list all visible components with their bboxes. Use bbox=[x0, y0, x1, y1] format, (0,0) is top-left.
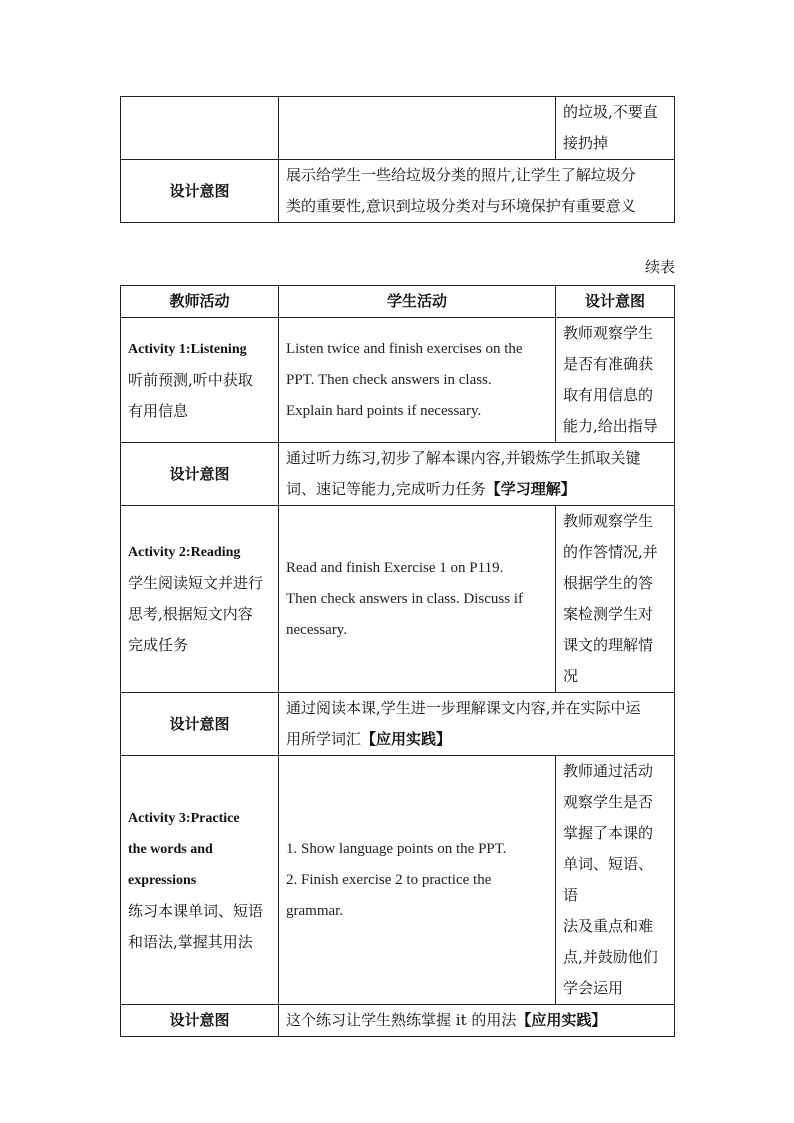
tag-label: 【学习理解】 bbox=[485, 480, 576, 498]
activity-desc: 有用信息 bbox=[128, 401, 189, 420]
text-line: 根据学生的答 bbox=[563, 574, 654, 592]
text-line: 的垃圾,不要直 bbox=[563, 103, 658, 121]
text-line: 学会运用 bbox=[563, 979, 624, 997]
activity-title: expressions bbox=[128, 872, 197, 888]
text-line: 教师通过活动 bbox=[563, 762, 654, 780]
text-line: 掌握了本课的 bbox=[563, 824, 654, 842]
text-line: 类的重要性,意识到垃圾分类对与环境保护有重要意义 bbox=[286, 197, 636, 215]
activity-desc: 学生阅读短文并进行 bbox=[128, 574, 264, 592]
student-activity-cell bbox=[279, 756, 556, 1005]
table-row bbox=[121, 506, 675, 693]
teacher-activity-cell bbox=[121, 318, 279, 443]
text-line: 单词、短语、语 bbox=[563, 855, 654, 904]
lesson-plan-table bbox=[120, 285, 675, 1037]
text-line: PPT. Then check answers in class. bbox=[286, 371, 492, 388]
teacher-activity-cell bbox=[121, 506, 279, 693]
text-segment: 词、速记等能力,完成听力任务 bbox=[286, 480, 486, 498]
text-line: 案检测学生对 bbox=[563, 605, 654, 623]
text-line bbox=[286, 474, 667, 505]
text-line: Listen twice and finish exercises on the bbox=[286, 340, 523, 357]
design-intent-text bbox=[279, 443, 675, 506]
intent-cell bbox=[556, 318, 675, 443]
text-line: 接扔掉 bbox=[563, 134, 609, 152]
table-row bbox=[121, 693, 675, 756]
text-line: Read and finish Exercise 1 on P119. bbox=[286, 559, 504, 576]
table-row bbox=[121, 443, 675, 506]
empty-cell bbox=[279, 97, 556, 160]
design-intent-label: 设计意图 bbox=[121, 1005, 279, 1037]
teacher-activity-cell bbox=[121, 756, 279, 1005]
activity-desc: 思考,根据短文内容 bbox=[128, 605, 253, 623]
header-row bbox=[121, 286, 675, 318]
activity-desc: 听前预测,听中获取 bbox=[128, 370, 253, 389]
intent-cell bbox=[556, 756, 675, 1005]
text-line: 的作答情况,并 bbox=[563, 543, 658, 561]
text-line: Then check answers in class. Discuss if bbox=[286, 590, 524, 607]
table-row bbox=[121, 160, 675, 223]
activity-desc: 和语法,掌握其用法 bbox=[128, 932, 253, 951]
design-intent-text bbox=[279, 160, 675, 223]
text-line: 课文的理解情 bbox=[563, 636, 654, 654]
activity-title: Activity 2:Reading bbox=[128, 545, 241, 560]
text-line: Explain hard points if necessary. bbox=[286, 402, 482, 419]
text-line: 2. Finish exercise 2 to practice the bbox=[286, 871, 492, 888]
text-line: necessary. bbox=[286, 621, 348, 638]
tag-label: 【应用实践】 bbox=[361, 730, 452, 748]
design-intent-label: 设计意图 bbox=[121, 693, 279, 756]
previous-table bbox=[120, 96, 675, 223]
text-line: 观察学生是否 bbox=[563, 793, 654, 811]
text-line: 通过听力练习,初步了解本课内容,并锻炼学生抓取关键 bbox=[286, 449, 641, 467]
continued-label: 续表 bbox=[644, 258, 675, 276]
header-teacher-activity: 教师活动 bbox=[121, 286, 279, 318]
activity-desc: 练习本课单词、短语 bbox=[128, 901, 264, 920]
activity-desc: 完成任务 bbox=[128, 636, 189, 654]
student-activity-cell bbox=[279, 318, 556, 443]
header-student-activity: 学生活动 bbox=[279, 286, 556, 318]
design-intent-label: 设计意图 bbox=[121, 160, 279, 223]
text-line: 法及重点和难 bbox=[563, 917, 654, 935]
text-line: 能力,给出指导 bbox=[563, 417, 658, 435]
text-line: 是否有准确获 bbox=[563, 355, 654, 373]
empty-cell bbox=[121, 97, 279, 160]
intent-cell bbox=[556, 97, 675, 160]
table-row bbox=[121, 97, 675, 160]
text-line: 1. Show language points on the PPT. bbox=[286, 840, 507, 857]
text-line: 取有用信息的 bbox=[563, 386, 654, 404]
design-intent-text bbox=[279, 1005, 675, 1037]
activity-title: the words and bbox=[128, 841, 213, 857]
table-row bbox=[121, 318, 675, 443]
text-line: grammar. bbox=[286, 902, 344, 919]
text-line: 通过阅读本课,学生进一步理解课文内容,并在实际中运 bbox=[286, 699, 641, 717]
intent-cell bbox=[556, 506, 675, 693]
activity-title: Activity 1:Listening bbox=[128, 341, 247, 357]
activity-title: Activity 3:Practice bbox=[128, 810, 240, 826]
design-intent-text bbox=[279, 693, 675, 756]
design-intent-label: 设计意图 bbox=[121, 443, 279, 506]
text-line bbox=[286, 724, 667, 755]
text-segment: 这个练习让学生熟练掌握 it 的用法 bbox=[286, 1011, 517, 1029]
table-row bbox=[121, 1005, 675, 1037]
text-line: 展示给学生一些给垃圾分类的照片,让学生了解垃圾分 bbox=[286, 166, 636, 184]
text-line: 点,并鼓励他们 bbox=[563, 948, 658, 966]
text-line: 教师观察学生 bbox=[563, 512, 654, 530]
text-line: 教师观察学生 bbox=[563, 324, 654, 342]
student-activity-cell bbox=[279, 506, 556, 693]
table-row bbox=[121, 756, 675, 1005]
text-line: 况 bbox=[563, 667, 579, 685]
header-design-intent: 设计意图 bbox=[556, 286, 675, 318]
text-segment: 用所学词汇 bbox=[286, 730, 362, 748]
tag-label: 【应用实践】 bbox=[516, 1011, 607, 1029]
